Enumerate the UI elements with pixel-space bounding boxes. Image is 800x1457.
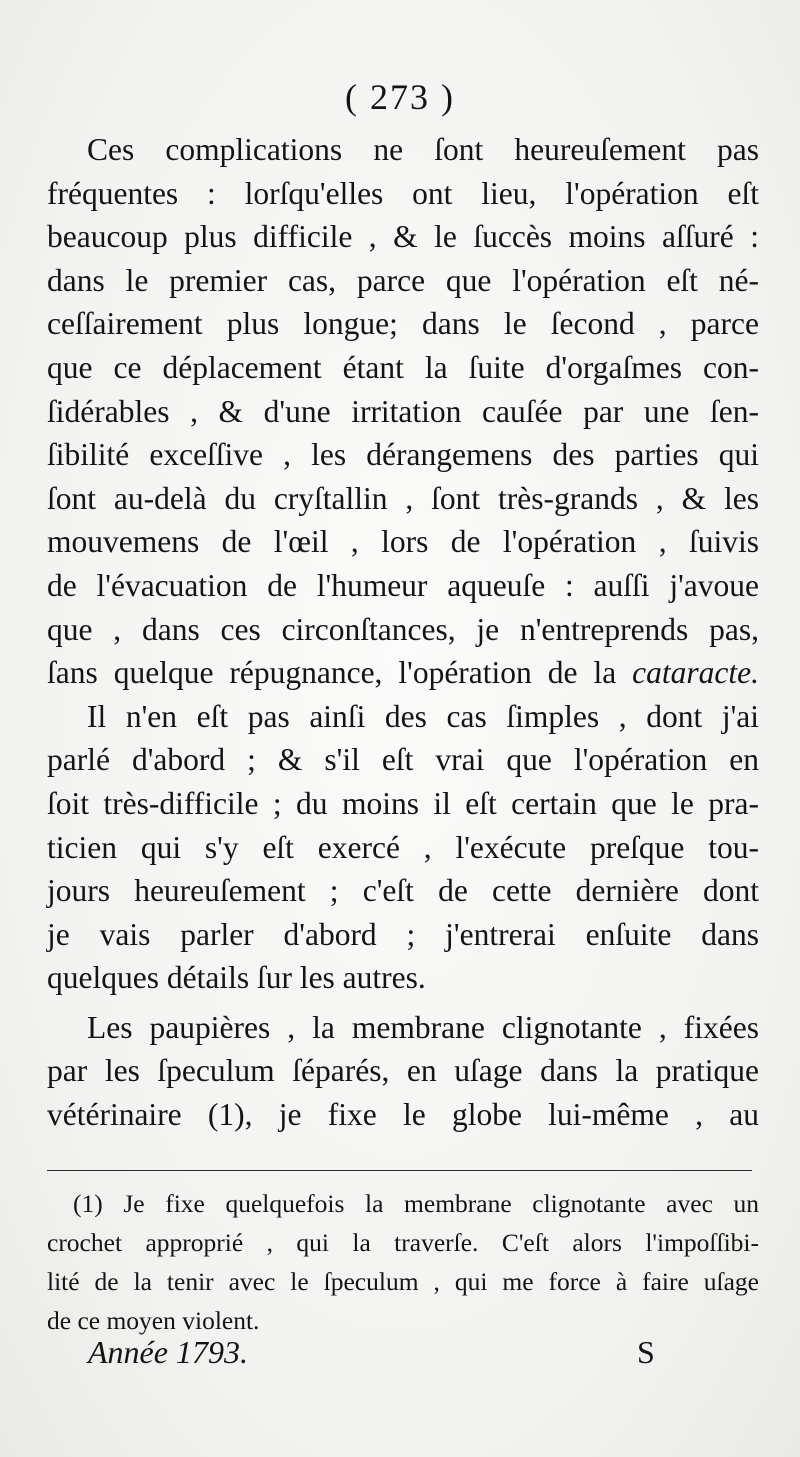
text-line: ticien qui s'y eſt exercé , l'exécute preſque tou- [47,829,759,865]
main-text [47,128,759,1137]
text-segment: ſans quelque répugnance, l'opération de la [47,655,633,691]
footnote-divider [47,1170,752,1171]
footnote-line: (1) Je fixe quelquefois la membrane clignotante avec un [73,1189,759,1218]
text-line: que , dans ces circonſtances, je n'entreprends pas, [47,611,759,647]
text-line: Ces complications ne ſont heureuſement pas [87,132,759,167]
text-line: jours heureuſement ; c'eſt de cette dernière dont [47,873,759,909]
text-line: ſibilité exceſſive , les dérangemens des parties qui [47,437,759,473]
text-line: Les paupières , la membrane clignotante , fixées [87,1009,759,1045]
text-line: ceſſairement plus longue; dans le ſecond , parce [47,306,759,342]
footnote-line: crochet approprié , qui la traverſe. C'eſt alors l'impoſſibi- [47,1228,759,1257]
text-line [47,651,759,695]
text-line: beaucoup plus difficile , & le ſuccès moins aſſuré : [47,219,759,255]
text-line: ſidérables , & d'une irritation cauſée par une ſen- [47,393,759,429]
text-line: par les ſpeculum ſéparés, en uſage dans la pratique [47,1053,759,1089]
text-line: de l'évacuation de l'humeur aqueuſe : auſſi j'avoue [47,567,759,603]
italic-word: cataracte. [632,655,759,691]
text-line: fréquentes : lorſqu'elles ont lieu, l'opération eſt [47,175,759,211]
text-line: ſont au-delà du cryſtallin , ſont très-grands , & les [47,480,759,516]
signature-year: Année 1793. [88,1334,248,1370]
footnote [47,1184,759,1340]
text-line: parlé d'abord ; & s'il eſt vrai que l'opération en [47,742,759,778]
page-number: ( 273 ) [345,77,455,117]
text-line: que ce déplacement étant la ſuite d'orgaſmes con- [47,349,759,385]
text-line: Il n'en eſt pas ainſi des cas ſimples , dont j'ai [87,698,759,734]
text-line: vétérinaire (1), je fixe le globe lui-même , au [47,1097,759,1133]
text-line: quelques détails ſur les autres. [47,960,426,996]
footnote-line: de ce moyen violent. [47,1306,260,1335]
text-line: je vais parler d'abord ; j'entrerai enſuite dans [47,916,759,952]
text-line: mouvemens de l'œil , lors de l'opération , ſuivis [47,524,759,560]
footnote-line: lité de la tenir avec le ſpeculum , qui me force à faire uſage [47,1267,759,1296]
text-line: dans le premier cas, parce que l'opération eſt né- [47,262,759,298]
signature-mark: S [637,1334,655,1370]
text-line: ſoit très-difficile ; du moins il eſt certain que le pra- [47,785,759,821]
